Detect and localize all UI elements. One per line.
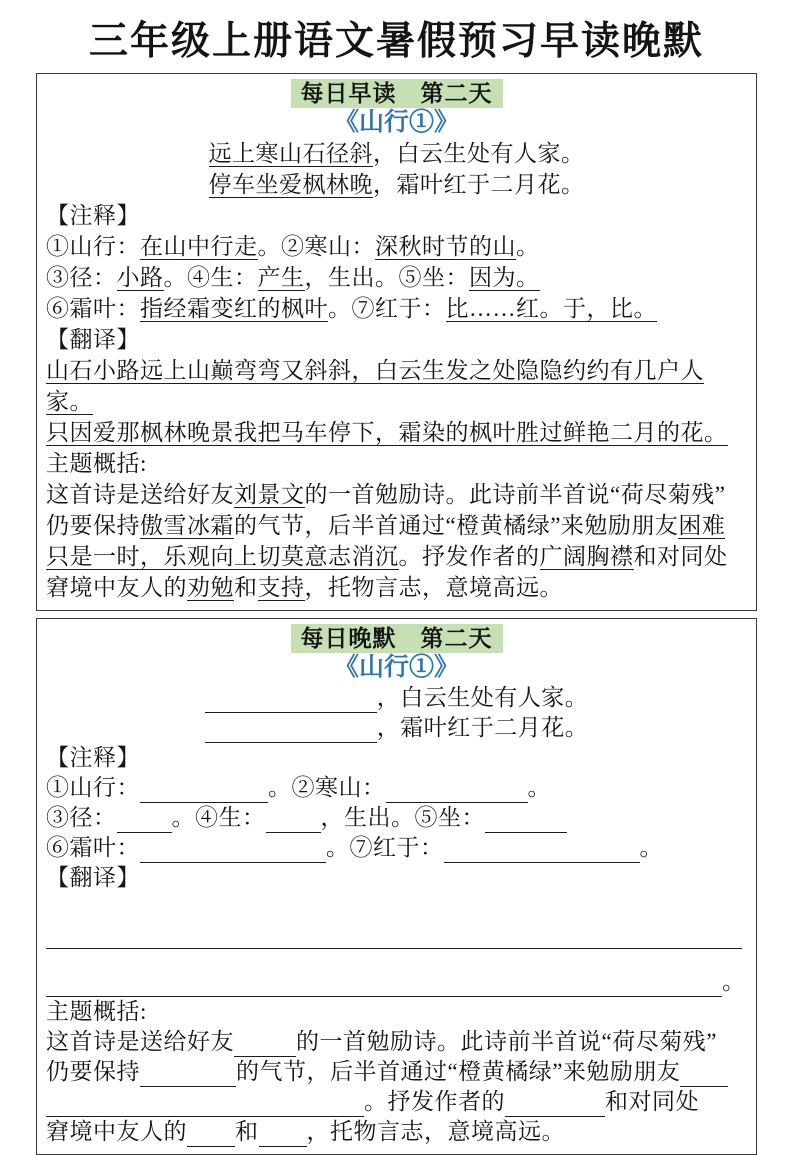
answer-blank <box>140 839 326 863</box>
poem-blank-line: ，霜叶红于二月花。 <box>46 713 747 743</box>
theme-line: 只是一时，乐观向上切莫意志消沉。抒发作者的广阔胸襟和对同处 <box>46 544 728 569</box>
translation-blank-line: 。 <box>46 967 747 997</box>
theme-label: 主题概括: <box>46 999 147 1024</box>
note-line: ①山行：在山中行走。②寒山：深秋时节的山。 <box>46 234 540 259</box>
poem-blank-line: ，白云生处有人家。 <box>46 683 747 713</box>
answer-blank <box>117 809 172 833</box>
evening-section <box>36 618 757 1155</box>
theme-blank-line: 仍要保持 的气节，后半首通过“橙黄橘绿”来勉励朋友 <box>46 1057 747 1087</box>
answer-blank <box>46 973 722 997</box>
answer-blank <box>505 1093 605 1117</box>
answer-blank <box>205 719 377 743</box>
answer-blank <box>46 925 742 949</box>
answer-blank <box>266 809 321 833</box>
translation-label: 【翻译】 <box>46 327 140 352</box>
translation-blank-line <box>46 919 747 949</box>
poem-line: 远上寒山石径斜，白云生处有人家。 <box>208 141 585 166</box>
morning-section <box>36 73 757 611</box>
notes-label: 【注释】 <box>46 203 140 228</box>
note-blank-line: ⑥霜叶： 。⑦红于： 。 <box>46 833 747 863</box>
answer-blank <box>234 1033 296 1057</box>
evening-poem-title: 《山行①》 <box>333 654 459 681</box>
poem-line: 停车坐爱枫林晚，霜叶红于二月花。 <box>208 172 585 197</box>
theme-label: 主题概括: <box>46 451 147 476</box>
note-blank-line: ③径： 。④生： ，生出。⑤坐： <box>46 803 747 833</box>
note-line: ⑥霜叶：指经霜变红的枫叶。⑦红于：比……红。于，比。 <box>46 296 657 321</box>
answer-blank <box>386 779 528 803</box>
worksheet-page <box>0 18 793 1155</box>
page-title: 三年级上册语文暑假预习早读晚默 <box>88 20 704 63</box>
evening-header: 每日晚默 第二天 <box>291 624 503 653</box>
answer-blank <box>187 1123 235 1147</box>
answer-blank <box>259 1123 307 1147</box>
translation-label: 【翻译】 <box>46 865 140 890</box>
answer-blank <box>46 1093 364 1117</box>
answer-blank <box>444 839 640 863</box>
theme-blank-line: 窘境中友人的 和 ，托物言志，意境高远。 <box>46 1117 747 1147</box>
morning-header: 每日早读 第二天 <box>291 79 503 108</box>
theme-line: 窘境中友人的劝勉和支持，托物言志，意境高远。 <box>46 575 563 600</box>
answer-blank <box>205 689 377 713</box>
morning-header-row <box>46 79 747 108</box>
translation-line: 只因爱那枫林晚景我把马车停下，霜染的枫叶胜过鲜艳二月的花。 <box>46 420 728 445</box>
answer-blank <box>485 809 567 833</box>
theme-line: 这首诗是送给好友刘景文的一首勉励诗。此诗前半首说“荷尽菊残” <box>46 482 726 507</box>
theme-blank-line: 这首诗是送给好友 的一首勉励诗。此诗前半首说“荷尽菊残” <box>46 1027 747 1057</box>
notes-label: 【注释】 <box>46 745 140 770</box>
morning-poem-title: 《山行①》 <box>333 109 459 136</box>
answer-blank <box>140 779 268 803</box>
evening-header-row <box>46 624 747 653</box>
theme-line: 仍要保持傲雪冰霜的气节，后半首通过“橙黄橘绿”来勉励朋友困难 <box>46 513 726 538</box>
translation-line: 山石小路远上山巅弯弯又斜斜，白云生发之处隐隐约约有几户人家。 <box>46 358 704 414</box>
note-line: ③径：小路。④生：产生，生出。⑤坐：因为。 <box>46 265 540 290</box>
answer-blank <box>140 1063 236 1087</box>
note-blank-line: ①山行： 。②寒山： 。 <box>46 773 747 803</box>
theme-blank-line: 。抒发作者的 和对同处 <box>46 1087 747 1117</box>
answer-blank <box>680 1063 728 1087</box>
